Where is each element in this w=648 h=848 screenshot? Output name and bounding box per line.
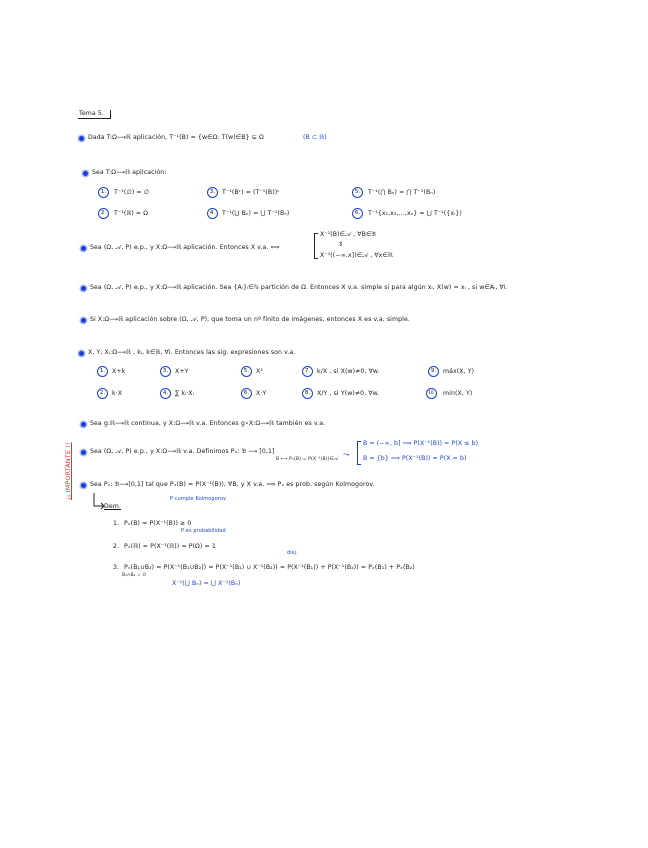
squiggly-arrow-icon: ⤳: [343, 450, 350, 459]
brace-icon: [357, 441, 361, 465]
expr-number-10: 10.: [426, 388, 437, 399]
expr-9: máx(X, Y): [443, 368, 475, 375]
important-side-note: ¡¡ IMPORTANTE !!: [64, 442, 72, 500]
bullet-icon: [81, 450, 86, 455]
expr-4: ∑ kᵢ·Xᵢ: [175, 390, 194, 397]
preimage-note: (B ⊂ ℝ): [303, 134, 327, 141]
proof-note-probability: P es probabilidad: [181, 528, 226, 534]
expr-number-1: 1.: [97, 366, 108, 377]
prop-2: T⁻¹(ℝ) = Ω: [114, 210, 149, 217]
rv-condition-1: X⁻¹(B)∈𝒜 , ∀B∈𝔅: [320, 231, 377, 238]
expr-number-4: 4.: [160, 388, 171, 399]
proof-label: Dem.: [104, 503, 121, 510]
bullet-icon: [81, 286, 86, 291]
expr-10: mín(X, Y): [443, 390, 473, 397]
prop-number-6: 6.: [352, 208, 363, 219]
proof-step-3-condition: B₁∩B₂ = ∅: [122, 573, 147, 578]
rv-condition-2: X⁻¹((−∞,x])∈𝒜 , ∀x∈ℝ: [320, 252, 393, 259]
expr-number-2: 2.: [97, 388, 108, 399]
proof-step-number-3: 3.: [113, 564, 120, 571]
bullet-icon: [81, 483, 86, 488]
simple-rv-definition: Sea (Ω, 𝒜, P) e.p., y X:Ω⟶ℝ aplicación. Sea {Aᵢ}ᵢ∈ℕ partición de Ω. Entonces X v.a. simple si para algún xᵢ, X(w) = xᵢ , si w∈Aᵢ, ∀i.: [90, 284, 508, 291]
rv-equivalence: ⇕: [338, 241, 344, 248]
prop-number-4: 4.: [207, 208, 218, 219]
expr-2: k·X: [112, 390, 123, 397]
expr-5: X²: [256, 368, 263, 375]
proof-note-kolmogorov: P cumple Kolmogorov: [170, 496, 227, 502]
induced-probability-map: B ⟼ Pₓ(B) = P(X⁻¹(B))∈𝒜: [276, 457, 339, 462]
proof-step-2: Pₓ(ℝ) = P(X⁻¹(ℝ)) = P(Ω) = 1: [124, 543, 216, 550]
expr-number-5: 5.: [241, 366, 252, 377]
expr-6: X·Y: [256, 390, 267, 397]
prop-5: T⁻¹(⋂ Bₙ) = ⋂ T⁻¹(Bₙ): [368, 189, 436, 196]
induced-case-2: B = {b} ⟹ P(X⁻¹(B)) = P(X = b): [363, 455, 467, 462]
bullet-icon: [79, 136, 84, 141]
proof-note-union-preimage: X⁻¹(⋃ Bₙ) = ⋃ X⁻¹(Bₙ): [172, 580, 241, 587]
bullet-icon: [81, 318, 86, 323]
expr-1: X+k: [112, 368, 126, 375]
proof-step-number-2: 2.: [113, 543, 120, 550]
continuous-composition: Sea g:ℝ⟶ℝ continua, y X:Ω⟶ℝ v.a. Entonces g∘X:Ω⟶ℝ también es v.a.: [90, 420, 326, 427]
prop-number-3: 3.: [207, 187, 218, 198]
bullet-icon: [81, 422, 86, 427]
bullet-icon: [81, 246, 86, 251]
simple-rv-finite-images: Si X:Ω⟶ℝ aplicación sobre (Ω, 𝒜, P), que toma un nº finito de imágenes, entonces X es v.a. simple.: [90, 316, 410, 323]
bullet-icon: [83, 171, 88, 176]
page-title: Tema 5.: [78, 110, 111, 119]
proof-step-3: Pₓ(B₁∪B₂) = P(X⁻¹(B₁∪B₂)) = P(X⁻¹(B₁) ∪ X⁻¹(B₂)) = P(X⁻¹(B₁)) + P(X⁻¹(B₂)) = Pₓ(B₁) + Pₓ(B₂): [124, 564, 415, 571]
induced-probability-definition: Sea (Ω, 𝒜, P) e.p., y X:Ω⟶ℝ v.a. Definimos Pₓ: 𝔅 ⟶ [0,1]: [90, 448, 275, 455]
bullet-icon: [79, 351, 84, 356]
expr-number-9: 9.: [428, 366, 439, 377]
rv-operations-heading: X, Y, Xᵢ:Ω⟶ℝ , kᵢ, k∈ℝ, ∀i. Entonces las sig. expresiones son v.a.: [88, 349, 296, 356]
proof-step-number-1: 1.: [113, 520, 120, 527]
prop-4: T⁻¹(⋃ Bₙ) = ⋃ T⁻¹(Bₙ): [222, 210, 290, 217]
preimage-definition: Dada T:Ω⟶ℝ aplicación, T⁻¹(B) = {w∈Ω: T(w)∈B} ⊆ Ω: [88, 134, 264, 141]
expr-7: k/X , si X(w)≠0, ∀w.: [317, 368, 380, 375]
prop-6: T⁻¹{x₁,x₂,...,xₙ} = ⋃ T⁻¹({xᵢ}): [368, 210, 462, 217]
kolmogorov-theorem: Sea Pₓ: 𝔅⟶[0,1] tal que Pₓ(B) = P(X⁻¹(B)), ∀B, y X v.a. ⟹ Pₓ es prob. según Kolmogorov.: [90, 481, 375, 488]
proof-step-1: Pₓ(B) = P(X⁻¹(B)) ≥ 0: [124, 520, 192, 527]
preimage-properties-heading: Sea T:Ω⟶ℝ aplicación:: [92, 169, 167, 176]
expr-number-3: 3.: [160, 366, 171, 377]
induced-case-1: B = (−∞, b] ⟹ P(X⁻¹(B)) = P(X ≤ b): [363, 440, 479, 447]
expr-number-7: 7.: [302, 366, 313, 377]
prop-1: T⁻¹(∅) = ∅: [114, 189, 150, 196]
prop-number-2: 2.: [98, 208, 109, 219]
expr-number-8: 8.: [302, 388, 313, 399]
expr-3: X+Y: [175, 368, 189, 375]
expr-8: X/Y , si Y(w)≠0, ∀w.: [317, 390, 380, 397]
random-variable-characterization: Sea (Ω, 𝒜, P) e.p., y X:Ω⟶ℝ aplicación. Entonces X v.a. ⟺: [90, 244, 280, 251]
prop-3: T⁻¹(Bᶜ) = (T⁻¹(B))ᶜ: [222, 189, 280, 196]
expr-number-6: 6.: [241, 388, 252, 399]
proof-note-disjoint: disj.: [287, 550, 298, 556]
prop-number-5: 5.: [352, 187, 363, 198]
brace-icon: [314, 233, 318, 259]
prop-number-1: 1.: [98, 187, 109, 198]
